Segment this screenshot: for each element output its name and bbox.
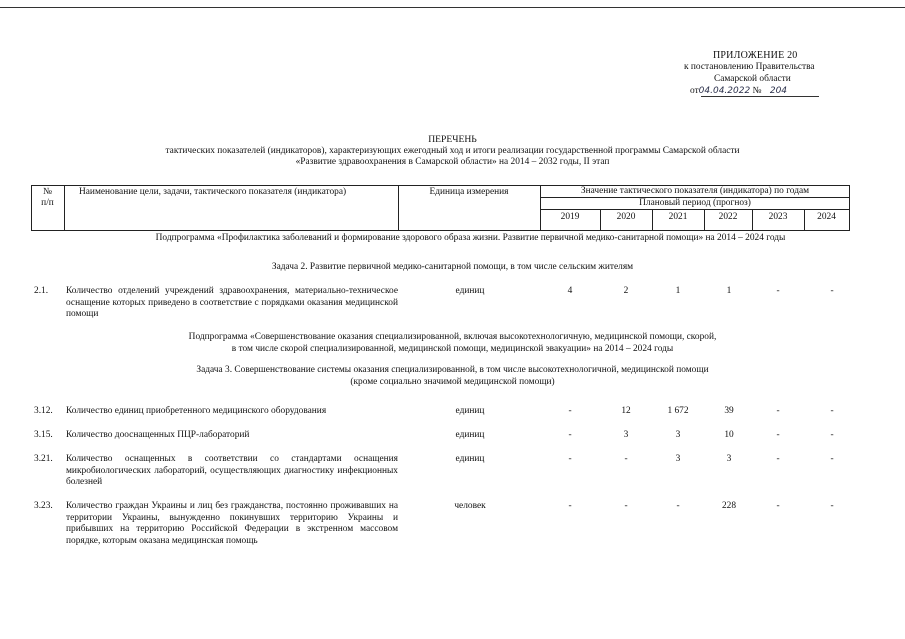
row-unit: единиц <box>455 286 485 296</box>
row-value: 1 <box>726 286 732 296</box>
row-value: - <box>776 286 780 296</box>
row-unit: единиц <box>455 454 485 464</box>
row-value: - <box>830 286 834 296</box>
row-value: - <box>624 501 628 511</box>
row-value: 10 <box>724 430 734 440</box>
row-value: 1 <box>675 286 681 296</box>
row-unit: человек <box>454 501 486 511</box>
row-unit: единиц <box>455 406 485 416</box>
row-value: 1 672 <box>667 406 689 416</box>
date-line <box>690 86 787 96</box>
row-value: - <box>568 501 572 511</box>
row-value: - <box>676 501 680 511</box>
row-value: - <box>776 406 780 416</box>
header-vline <box>64 185 65 231</box>
year-header: 2023 <box>768 212 788 222</box>
header-values: Значение тактического показателя (индикатора) по годам <box>580 186 810 196</box>
subprogram-heading: Подпрограмма «Совершенствование оказания специализированной, включая высокотехнологичную, медицинской помощи, скорой, <box>188 332 717 342</box>
number-prefix: № <box>752 86 762 96</box>
row-value: - <box>830 454 834 464</box>
header-num-2: п/п <box>41 198 54 208</box>
subprogram-heading: Подпрограмма «Профилактика заболеваний и формирование здорового образа жизни. Развитие первичной медико-санитарной помощи» на 2014 – 2024 годы <box>155 233 786 243</box>
row-number: 3.15. <box>34 430 53 440</box>
row-value: 3 <box>675 430 681 440</box>
row-value: - <box>776 430 780 440</box>
year-header: 2022 <box>718 212 738 222</box>
scan-edge-line <box>0 7 905 8</box>
row-name: Количество оснащенных в соответствии со стандартами оснащения микробиологических лабораторий, осуществляющих диагностику инфекционных болезней <box>66 454 398 487</box>
year-header: 2020 <box>616 212 636 222</box>
row-value: - <box>830 430 834 440</box>
resolution-label: к постановлению Правительства <box>684 62 815 72</box>
row-value: - <box>624 454 628 464</box>
row-name: Количество граждан Украины и лиц без гражданства, постоянно проживавших на территории Украины, вынужденно покинувших территорию Украины и прибывших на территорию Российской Федерации в экстренном массовом порядке, которым оказана медицинская помощь <box>66 501 398 546</box>
row-name: Количество дооснащенных ПЦР-лабораторий <box>66 430 250 440</box>
row-name: Количество отделений учреждений здравоохранения, материально-техническое оснащение которых приведено в соответствие с порядками оказания медицинской помощи <box>66 286 398 319</box>
header-border-bottom <box>31 230 850 231</box>
row-unit: единиц <box>455 430 485 440</box>
row-value: 4 <box>567 286 573 296</box>
header-name: Наименование цели, задачи, тактического показателя (индикатора) <box>79 187 347 197</box>
header-num: № <box>43 187 52 197</box>
header-unit: Единица измерения <box>429 187 509 197</box>
row-value: 3 <box>623 430 629 440</box>
row-value: 228 <box>721 501 737 511</box>
row-number: 3.21. <box>34 454 53 464</box>
row-number: 2.1. <box>34 286 49 296</box>
year-header: 2024 <box>817 212 836 222</box>
region-label: Самарской области <box>714 74 791 84</box>
row-value: 3 <box>675 454 681 464</box>
title-line-2: тактических показателей (индикаторов), характеризующих ежегодный ход и итоги реализации государственной программы Самарской области <box>165 146 740 156</box>
signature-underline <box>701 96 819 97</box>
header-period: Плановый период (прогноз) <box>639 198 751 208</box>
task-heading: Задача 3. Совершенствование системы оказания специализированной, в том числе высокотехнологичной, медицинской помощи <box>196 365 709 375</box>
row-value: - <box>830 406 834 416</box>
row-value: - <box>568 454 572 464</box>
handwritten-date: 04.04.2022 <box>698 86 751 96</box>
row-number: 3.23. <box>34 501 53 511</box>
row-value: - <box>568 406 572 416</box>
row-number: 3.12. <box>34 406 53 416</box>
document-title: ПЕРЕЧЕНЬ <box>428 134 477 145</box>
task-heading: Задача 2. Развитие первичной медико-санитарной помощи, в том числе сельским жителям <box>271 262 634 272</box>
handwritten-number: 204 <box>769 86 788 96</box>
date-prefix: от <box>690 86 699 96</box>
row-value: - <box>776 454 780 464</box>
row-value: - <box>830 501 834 511</box>
year-header: 2019 <box>560 212 580 222</box>
row-value: 12 <box>621 406 631 416</box>
row-value: 39 <box>724 406 734 416</box>
row-value: - <box>776 501 780 511</box>
row-value: 2 <box>623 286 629 296</box>
year-header: 2021 <box>668 212 688 222</box>
task-heading-2: (кроме социально значимой медицинской помощи) <box>350 377 555 387</box>
appendix-label: ПРИЛОЖЕНИЕ 20 <box>713 50 798 61</box>
subprogram-heading-2: в том числе скорой специализированной, медицинской помощи, медицинской эвакуации» на 2014 – 2024 годы <box>231 344 674 354</box>
row-name: Количество единиц приобретенного медицинского оборудования <box>66 406 327 416</box>
title-line-3: «Развитие здравоохранения в Самарской области» на 2014 – 2032 годы, II этап <box>295 157 610 167</box>
row-value: 3 <box>726 454 732 464</box>
row-value: - <box>568 430 572 440</box>
